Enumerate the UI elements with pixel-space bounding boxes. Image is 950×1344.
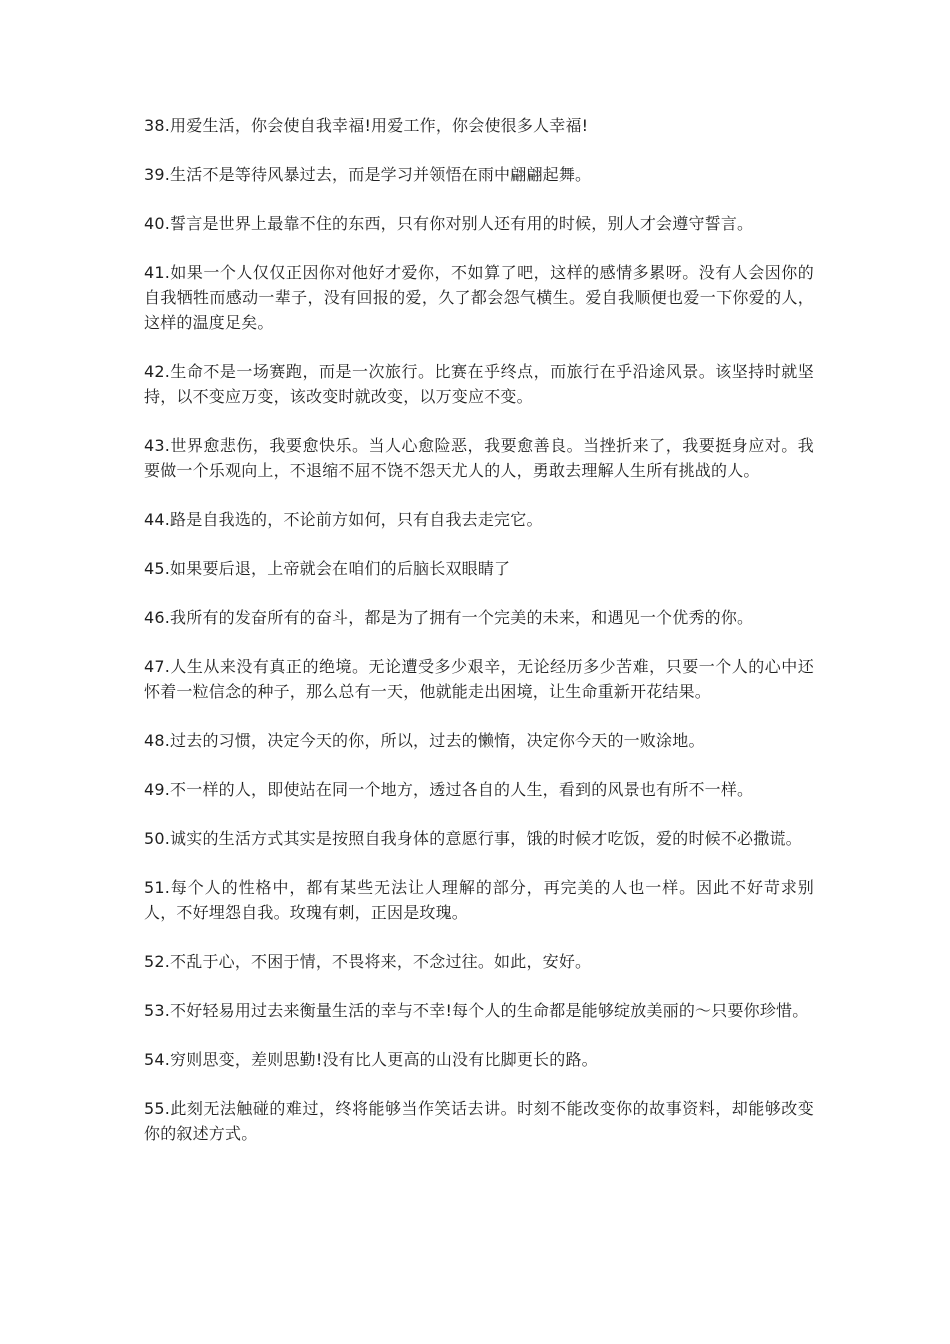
quote-47: 47.人生从来没有真正的绝境。无论遭受多少艰辛，无论经历多少苦难，只要一个人的心中还怀着一粒信念的种子，那么总有一天，他就能走出困境，让生命重新开花结果。 — [144, 657, 814, 701]
quote-54: 54.穷则思变，差则思勤!没有比人更高的山没有比脚更长的路。 — [144, 1050, 598, 1069]
quote-43: 43.世界愈悲伤，我要愈快乐。当人心愈险恶，我要愈善良。当挫折来了，我要挺身应对。我要做一个乐观向上，不退缩不屈不饶不怨天尤人的人，勇敢去理解人生所有挑战的人。 — [144, 436, 814, 480]
quote-46: 46.我所有的发奋所有的奋斗，都是为了拥有一个完美的未来，和遇见一个优秀的你。 — [144, 608, 754, 627]
quote-40: 40.誓言是世界上最靠不住的东西，只有你对别人还有用的时候，别人才会遵守誓言。 — [144, 214, 754, 233]
quote-44: 44.路是自我选的，不论前方如何，只有自我去走完它。 — [144, 510, 543, 529]
quote-55: 55.此刻无法触碰的难过，终将能够当作笑话去讲。时刻不能改变你的故事资料，却能够改变你的叙述方式。 — [144, 1099, 814, 1143]
quote-53: 53.不好轻易用过去来衡量生活的幸与不幸!每个人的生命都是能够绽放美丽的～只要你珍惜。 — [144, 1001, 809, 1020]
quote-42: 42.生命不是一场赛跑，而是一次旅行。比赛在乎终点，而旅行在乎沿途风景。该坚持时就坚持，以不变应万变，该改变时就改变，以万变应不变。 — [144, 362, 814, 406]
document-body — [144, 113, 814, 1170]
quote-39: 39.生活不是等待风暴过去，而是学习并领悟在雨中翩翩起舞。 — [144, 165, 592, 184]
quote-41: 41.如果一个人仅仅正因你对他好才爱你，不如算了吧，这样的感情多累呀。没有人会因你的自我牺牲而感动一辈子，没有回报的爱，久了都会怨气横生。爱自我顺便也爱一下你爱的人，这样的温度足矣。 — [144, 263, 814, 332]
quote-50: 50.诚实的生活方式其实是按照自我身体的意愿行事，饿的时候才吃饭，爱的时候不必撒谎。 — [144, 829, 802, 848]
quote-52: 52.不乱于心，不困于情，不畏将来，不念过往。如此，安好。 — [144, 952, 592, 971]
quote-38: 38.用爱生活，你会使自我幸福!用爱工作，你会使很多人幸福! — [144, 116, 589, 135]
quote-51: 51.每个人的性格中，都有某些无法让人理解的部分，再完美的人也一样。因此不好苛求别人，不好埋怨自我。玫瑰有刺，正因是玫瑰。 — [144, 878, 814, 922]
quote-45: 45.如果要后退，上帝就会在咱们的后脑长双眼睛了 — [144, 559, 511, 578]
quote-48: 48.过去的习惯，决定今天的你，所以，过去的懒惰，决定你今天的一败涂地。 — [144, 731, 705, 750]
quote-49: 49.不一样的人，即使站在同一个地方，透过各自的人生，看到的风景也有所不一样。 — [144, 780, 754, 799]
